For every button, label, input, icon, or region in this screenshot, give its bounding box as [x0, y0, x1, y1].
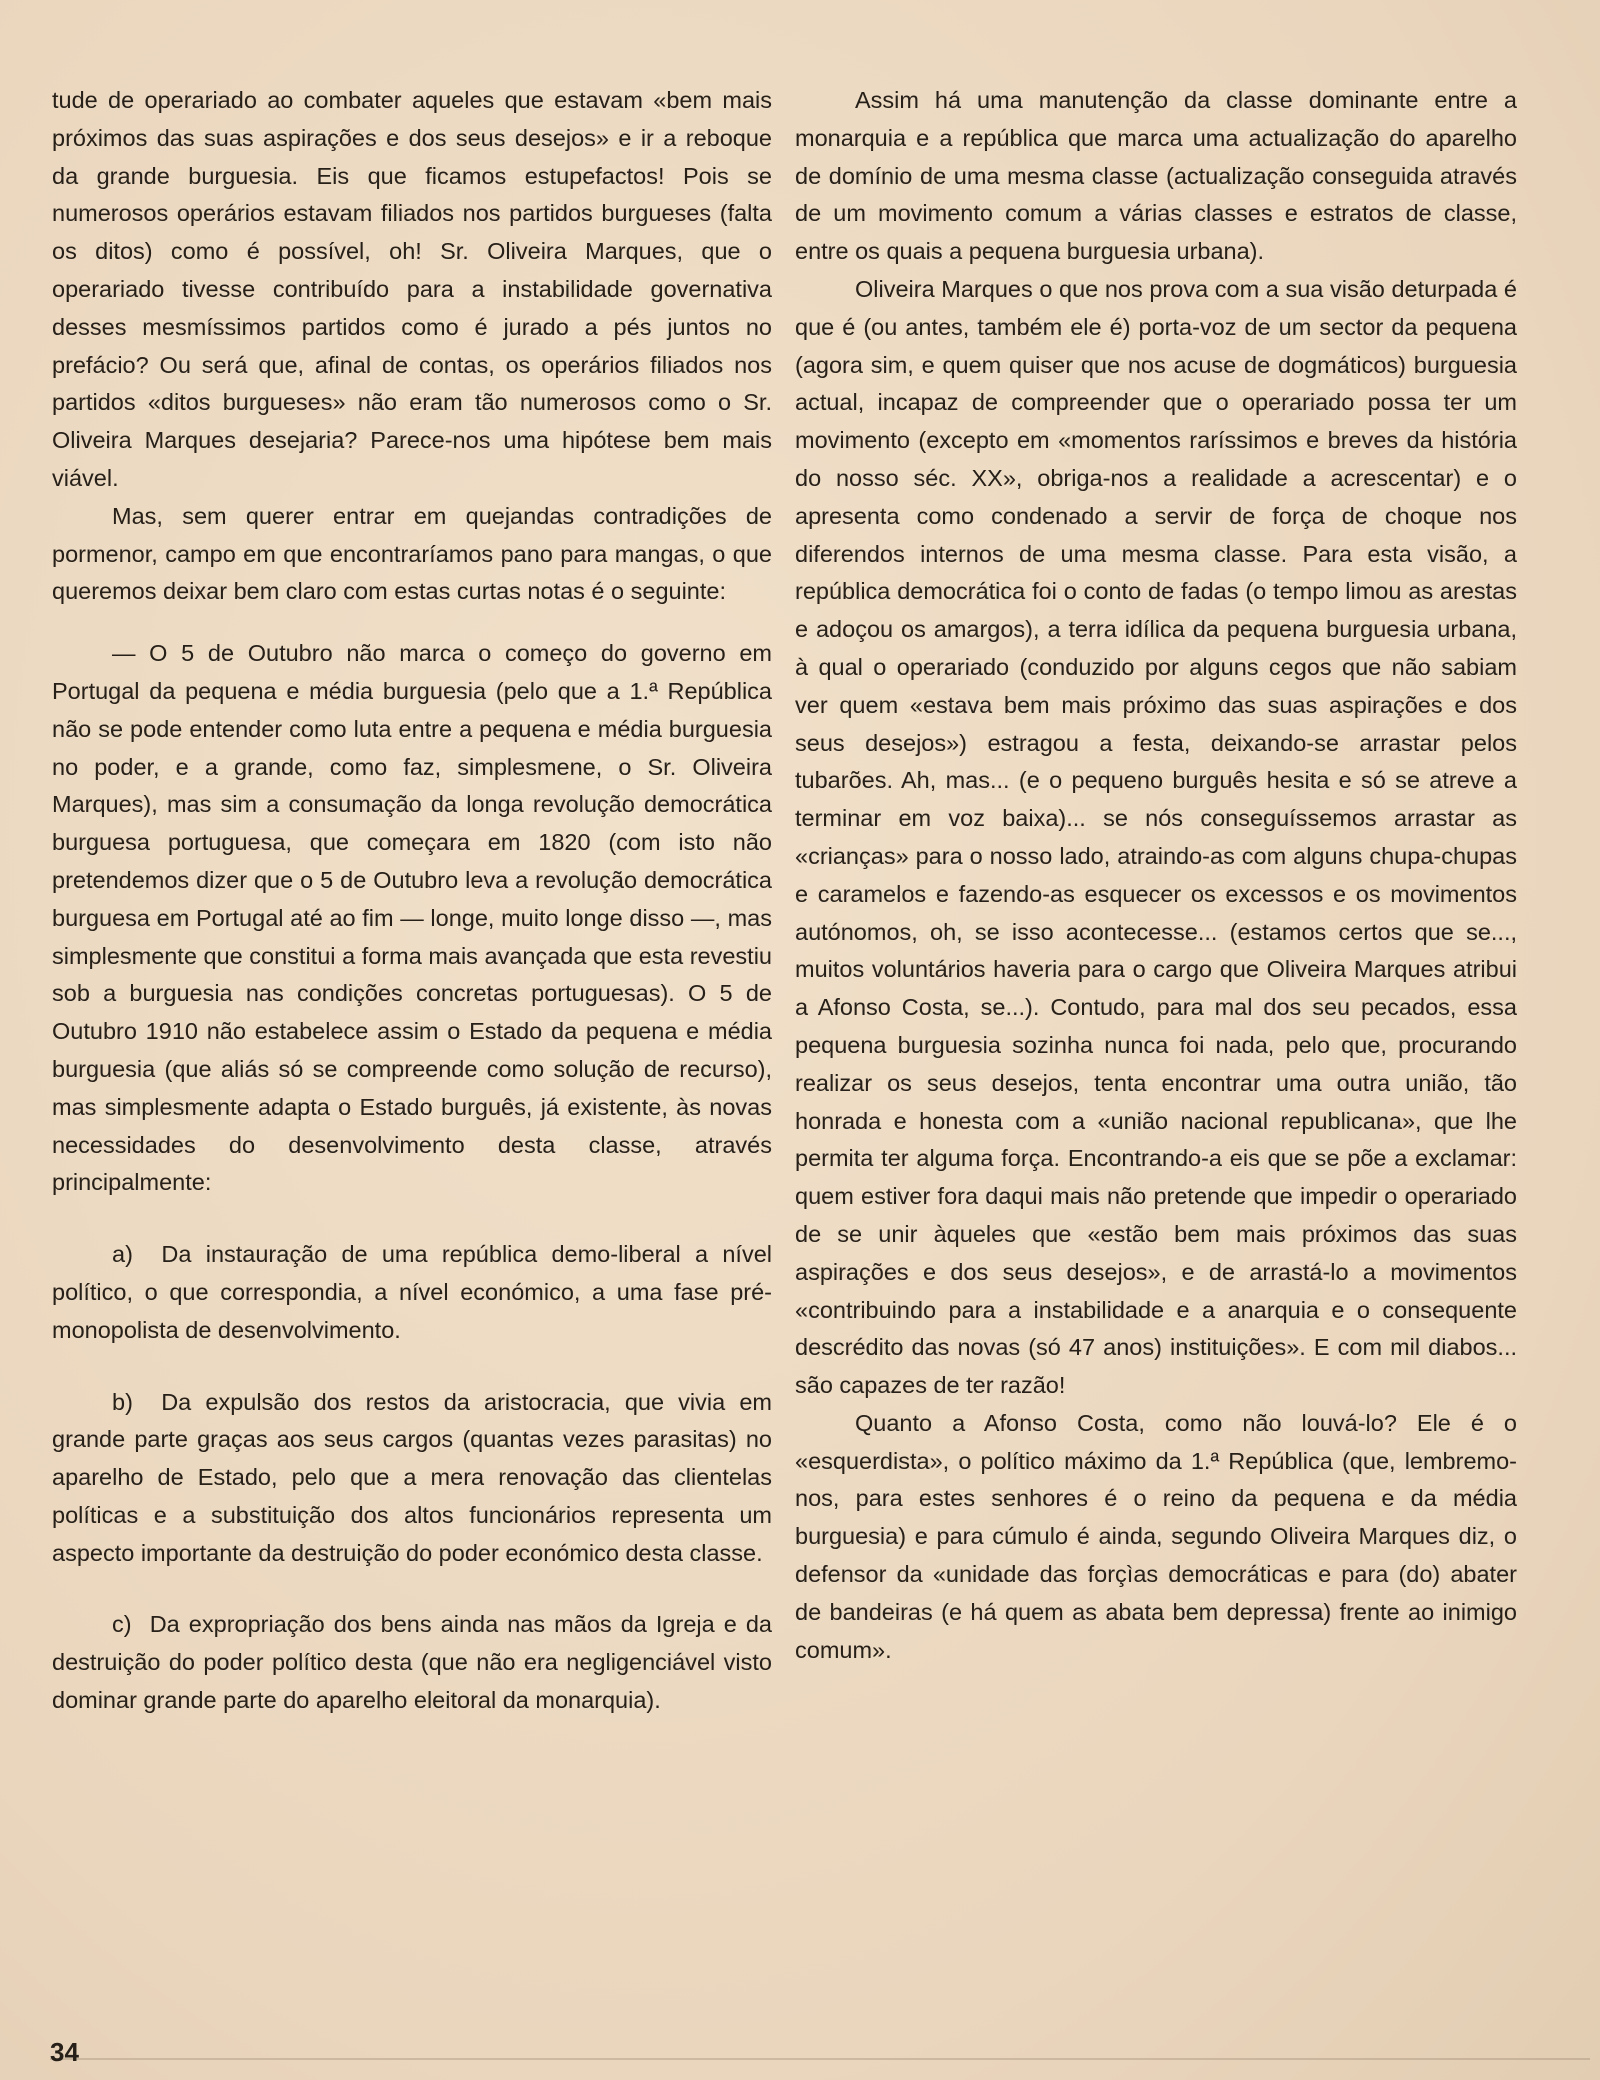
left-paragraph-1: tude de operariado ao combater aqueles que estavam «bem mais próximos das suas aspirações e dos seus desejos» e ir a reboque da grande burguesia. Eis que ficamos estupefactos! Pois se numerosos operários estavam filiados nos partidos burgueses (falta os ditos) como é possível, oh! Sr. Oliveira Marques, que o operariado tivesse contribuído para a instabilidade governativa desses mesmíssimos partidos como é jurado a pés juntos no prefácio? Ou será que, afinal de contas, os operários filiados nos partidos «ditos burgueses» não eram tão numerosos como o Sr. Oliveira Marques desejaria? Parece-nos uma hipótese bem mais viável. [52, 87, 772, 491]
list-item-a-label: a) [112, 1241, 133, 1268]
left-paragraph-2: Mas, sem querer entrar em quejandas contradições de pormenor, campo em que encontraríamos pano para mangas, o que queremos deixar bem claro com estas curtas notas é o seguinte: [52, 502, 772, 605]
list-item-c [52, 1606, 772, 1719]
right-paragraph-2: Oliveira Marques o que nos prova com a sua visão deturpada é que é (ou antes, também ele é) porta-voz de um sector da pequena (agora sim, e quem quiser que nos acuse de dogmáticos) burguesia actual, incapaz de compreender que o operariado possa ter um movimento (excepto em «momentos raríssimos e breves da história do nosso séc. XX», obriga-nos a realidade a acrescentar) e o apresenta como condenado a servir de força de choque nos diferendos internos de uma mesma classe. Para esta visão, a república democrática foi o conto de fadas (o tempo limou as arestas e adoçou os amargos), a terra idílica da pequena burguesia urbana, à qual o operariado (conduzido por alguns cegos que não sabiam ver quem «estava bem mais próximo das suas aspirações e dos seus desejos») estragou a festa, deixando-se arrastar pelos tubarões. Ah, mas... (e o pequeno burguês hesita e só se atreve a terminar em voz baixa)... se nós conseguíssemos arrastar as «crianças» para o nosso lado, atraindo-as com alguns chupa-chupas e caramelos e fazendo-as esquecer os excessos e os movimentos autónomos, oh, se isso acontecesse... (estamos certos que se..., muitos voluntários haveria para o cargo que Oliveira Marques atribui a Afonso Costa, se...). Contudo, para mal dos seu pecados, essa pequena burguesia sozinha nunca foi nada, pelo que, procurando realizar os seus desejos, tenta encontrar uma outra união, tão honrada e honesta com a «união nacional republicana», que lhe permita ter alguma força. Encontrando-a eis que se põe a exclamar: quem estiver fora daqui mais não pretende que impedir o operariado de se unir àqueles que «estão bem mais próximos das suas aspirações e dos seus desejos», e de arrastá-lo a movimentos «contribuindo para a instabilidade e a anarquia e o consequente descrédito das novas (só 47 anos) instituições». E com mil diabos... são capazes de ter razão! [795, 275, 1517, 1399]
right-paragraph-1: Assim há uma manutenção da classe dominante entre a monarquia e a república que marca uma actualização do aparelho de domínio de uma mesma classe (actualização conseguida através de um movimento comum a várias classes e estratos de classe, entre os quais a pequena burguesia urbana). [795, 87, 1517, 265]
list-item-a [52, 1236, 772, 1349]
left-column [52, 82, 772, 1720]
list-item-c-text: Da expropriação dos bens ainda nas mãos da Igreja e da destruição do poder político desta (que não era negligenciável visto dominar grande parte do aparelho eleitoral da monarquia). [52, 1611, 773, 1714]
list-item-b-label: b) [112, 1388, 133, 1415]
bottom-rule [50, 2058, 1590, 2060]
list-item-b-text: Da expulsão dos restos da aristocracia, que vivia em grande parte graças aos seus cargos (quantas vezes parasitas) no aparelho de Estado, pelo que a mera renovação das clientelas políticas e a substituição dos altos funcionários representa um aspecto importante da destruição do poder económico desta classe. [52, 1388, 772, 1566]
list-item-a-text: Da instauração de uma república demo-liberal a nível político, o que correspondia, a nível económico, a uma fase pré-monopolista de desenvolvimento. [52, 1241, 772, 1343]
left-paragraph-3: — O 5 de Outubro não marca o começo do governo em Portugal da pequena e média burguesia (pelo que a 1.ª República não se pode entender como luta entre a pequena e média burguesia no poder, e a grande, como faz, simplesmene, o Sr. Oliveira Marques), mas sim a consumação da longa revolução democrática burguesa portuguesa, que começara em 1820 (com isto não pretendemos dizer que o 5 de Outubro leva a revolução democrática burguesa em Portugal até ao fim — longe, muito longe disso —, mas simplesmente que constitui a forma mais avançada que esta revestiu sob a burguesia nas condições concretas portuguesas). O 5 de Outubro 1910 não estabelece assim o Estado da pequena e média burguesia (que aliás só se compreende como solução de recurso), mas simplesmente adapta o Estado burguês, já existente, às novas necessidades do desenvolvimento desta classe, através principalmente: [52, 640, 772, 1196]
right-column [795, 82, 1517, 1669]
page-number: 34 [50, 2037, 79, 2067]
list-item-c-label: c) [112, 1611, 132, 1638]
right-paragraph-3: Quanto a Afonso Costa, como não louvá-lo? Ele é o «esquerdista», o político máximo da 1.ª República (que, lembremo-nos, para estes senhores é o reino da pequena e da média burguesia) e para cúmulo é ainda, segundo Oliveira Marques diz, o defensor da «unidade das forçìas democráticas e para (do) abater de bandeiras (e há quem as abata bem depressa) frente ao inimigo comum». [795, 1409, 1517, 1663]
list-item-b [52, 1384, 772, 1573]
